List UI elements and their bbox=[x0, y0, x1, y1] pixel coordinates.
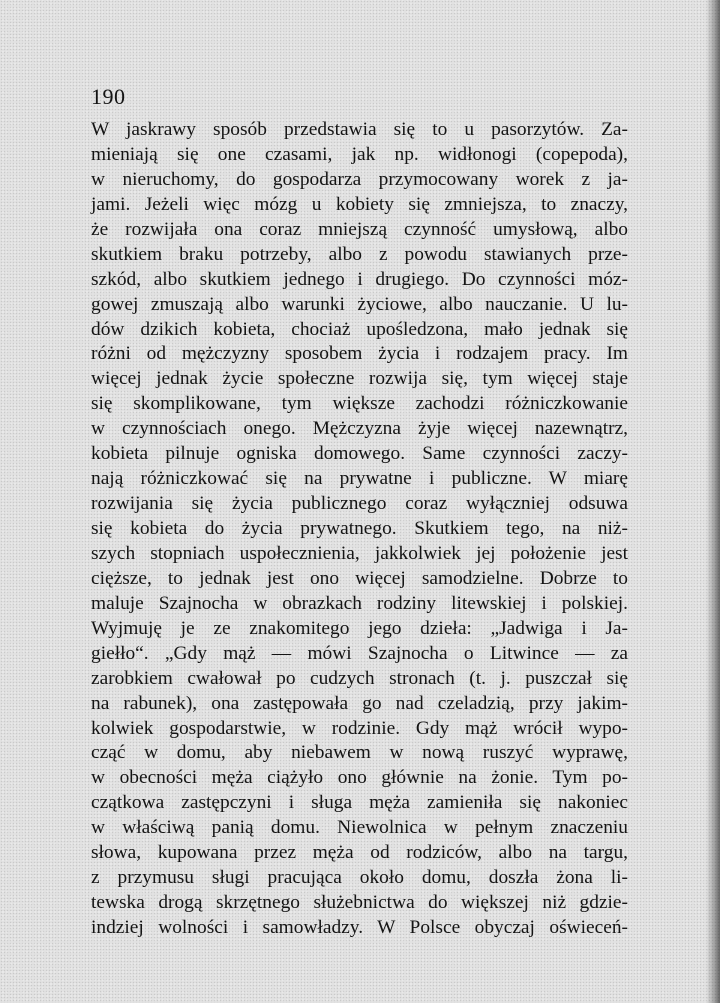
text-line: czątkowa zastępczyni i sługa męża zamieniła się nakoniec bbox=[91, 792, 628, 814]
text-line: w właściwą panią domu. Niewolnica w pełnym znaczeniu bbox=[91, 817, 628, 839]
text-line: W jaskrawy sposób przedstawia się to u pasorzytów. Za- bbox=[91, 119, 628, 140]
text-line: kobieta pilnuje ogniska domowego. Same czynności zaczy- bbox=[91, 443, 628, 465]
text-line: nają różniczkować się na prywatne i publiczne. W miarę bbox=[91, 468, 628, 490]
text-line: giełło“. „Gdy mąż — mówi Szajnocha o Litwince — za bbox=[91, 642, 628, 664]
text-line: szych stopniach uspołecznienia, jakkolwiek jej położenie jest bbox=[91, 542, 628, 564]
text-line: zarobkiem cwałował po cudzych stronach (t. j. puszczał się bbox=[91, 667, 628, 689]
text-line: się kobieta do życia prywatnego. Skutkiem tego, na niż- bbox=[91, 518, 628, 539]
text-line: w obecności męża ciążyło ono głównie na żonie. Tym po- bbox=[91, 767, 628, 789]
text-line: się skomplikowane, tym większe zachodzi różniczkowanie bbox=[91, 393, 628, 415]
body-text bbox=[91, 118, 628, 941]
page-edge-shadow bbox=[706, 0, 720, 1003]
text-line: mieniają się one czasami, jak np. widłonogi (copepoda), bbox=[91, 143, 628, 165]
text-line: że rozwijała ona coraz mniejszą czynność umysłową, albo bbox=[91, 218, 628, 240]
text-line: w nieruchomy, do gospodarza przymocowany worek z ja- bbox=[91, 168, 628, 190]
text-line: skutkiem braku potrzeby, albo z powodu stawianych prze- bbox=[91, 243, 628, 265]
text-line: na rabunek), ona zastępowała go nad czeladzią, przy jakim- bbox=[91, 692, 628, 714]
text-line: cięższe, to jednak jest ono więcej samodzielne. Dobrze to bbox=[91, 567, 628, 589]
text-line: szkód, albo skutkiem jednego i drugiego. Do czynności móz- bbox=[91, 268, 628, 290]
text-line: tewska drogą skrzętnego służebnictwa do większej niż gdzie- bbox=[91, 892, 628, 914]
text-line: gowej zmuszają albo warunki życiowe, albo nauczanie. U lu- bbox=[91, 293, 628, 315]
text-line: słowa, kupowana przez męża od rodziców, albo na targu, bbox=[91, 842, 628, 864]
text-line: indziej wolności i samowładzy. W Polsce obyczaj oświeceń- bbox=[91, 917, 628, 938]
text-line: kolwiek gospodarstwie, w rodzinie. Gdy mąż wrócił wypo- bbox=[91, 717, 628, 739]
text-line: jami. Jeżeli więc mózg u kobiety się zmniejsza, to znaczy, bbox=[91, 193, 628, 215]
text-line: maluje Szajnocha w obrazkach rodziny litewskiej i polskiej. bbox=[91, 592, 628, 614]
text-line: rozwijania się życia publicznego coraz wyłączniej odsuwa bbox=[91, 493, 628, 515]
text-line: dów dzikich kobieta, chociaż upośledzona, mało jednak się bbox=[91, 318, 628, 340]
text-line: różni od mężczyzny sposobem życia i rodzajem pracy. Im bbox=[91, 343, 628, 365]
text-line: w czynnościach onego. Mężczyzna żyje więcej nazewnątrz, bbox=[91, 418, 628, 440]
text-line: z przymusu sługi pracująca około domu, doszła żona li- bbox=[91, 867, 628, 889]
page-number: 190 bbox=[91, 84, 126, 109]
text-line: Wyjmuję je ze znakomitego jego dzieła: „Jadwiga i Ja- bbox=[91, 617, 628, 639]
text-line: więcej jednak życie społeczne rozwija się, tym więcej staje bbox=[91, 368, 628, 390]
text-line: cząć w domu, aby niebawem w nową ruszyć wyprawę, bbox=[91, 742, 628, 764]
